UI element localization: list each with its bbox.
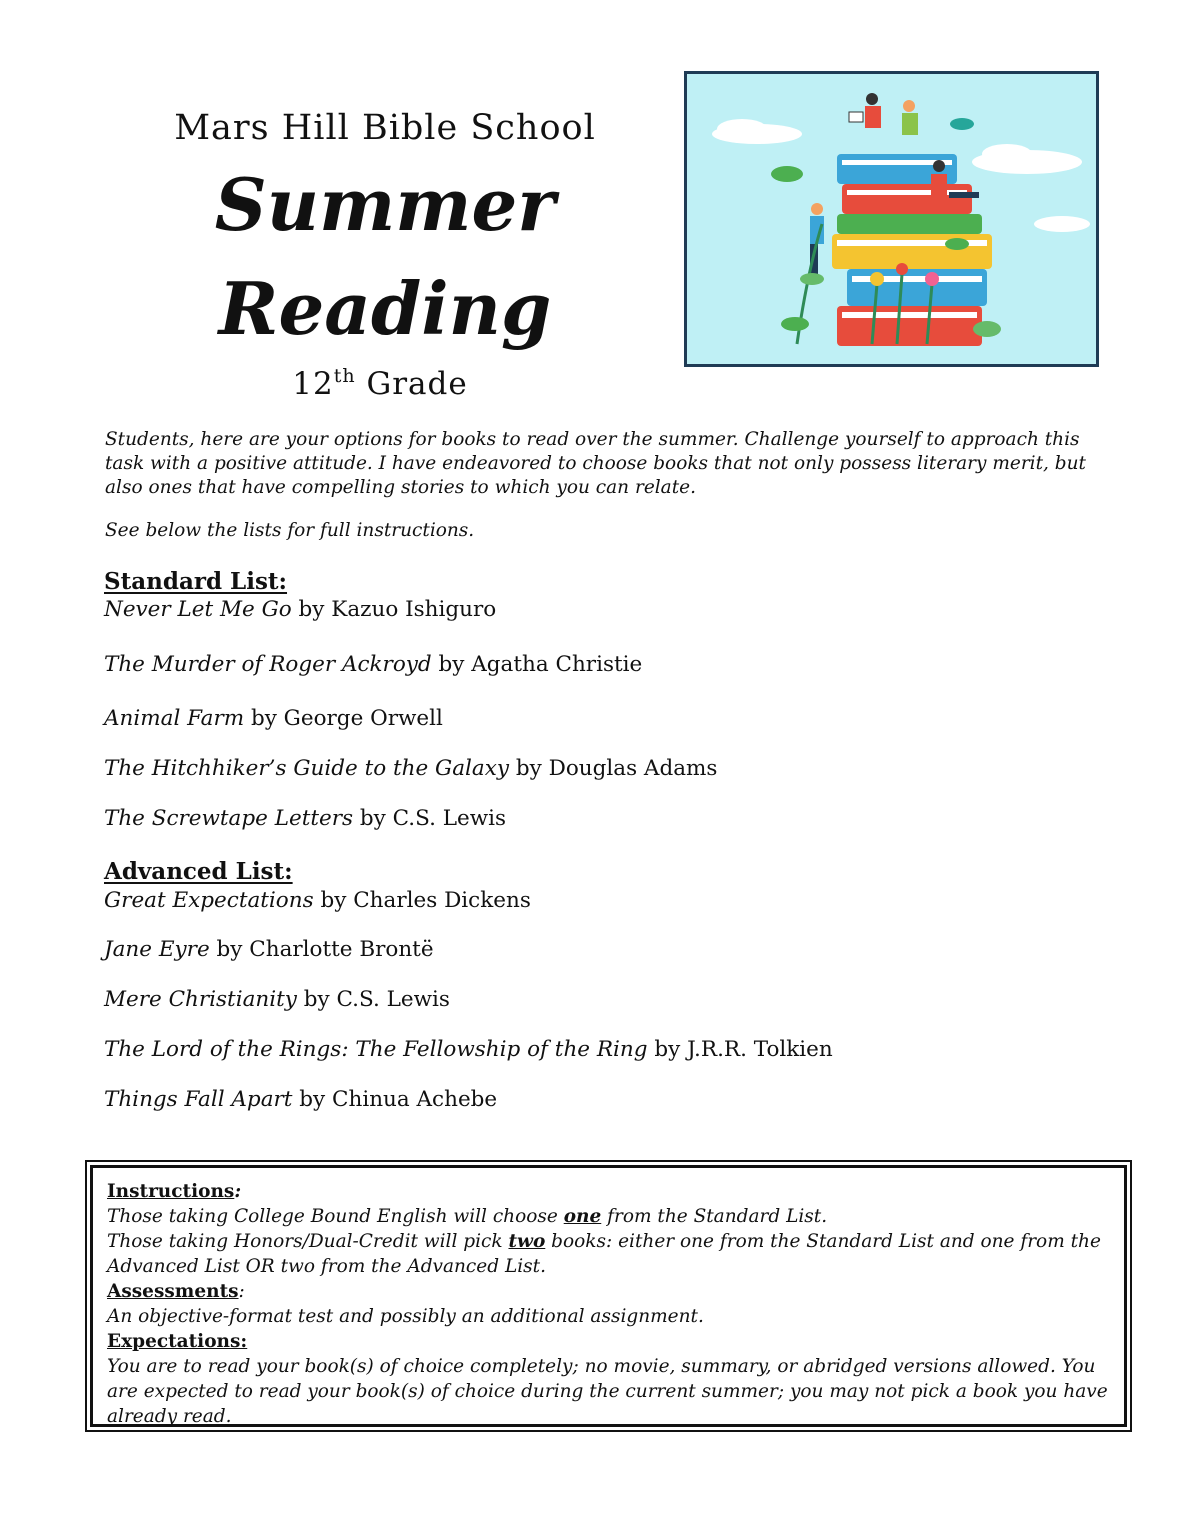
title-reading: Reading — [218, 266, 552, 351]
school-name: Mars Hill Bible School — [174, 108, 596, 148]
instructions-line-2: Those taking Honors/Dual-Credit will pick two books: either one from the Standard List and one from the Advanced List OR two from the Advanced List. — [107, 1231, 1101, 1277]
grade-word: Grade — [366, 366, 468, 402]
hero-illustration — [684, 71, 1099, 367]
grade-label — [150, 365, 610, 402]
title-summer: Summer — [214, 162, 556, 247]
standard-book: The Screwtape Letters by C.S. Lewis — [104, 806, 507, 831]
advanced-book: Great Expectations by Charles Dickens — [104, 888, 531, 913]
advanced-book: Things Fall Apart by Chinua Achebe — [104, 1087, 498, 1112]
advanced-list-heading: Advanced List: — [104, 858, 293, 885]
standard-book: Animal Farm by George Orwell — [104, 706, 443, 731]
grade-number: 12 — [292, 366, 334, 402]
standard-book: Never Let Me Go by Kazuo Ishiguro — [104, 597, 497, 622]
grade-suffix: th — [333, 365, 356, 387]
standard-book: The Murder of Roger Ackroyd by Agatha Christie — [104, 652, 643, 677]
books-illustration — [687, 74, 1096, 364]
advanced-book: Jane Eyre by Charlotte Brontë — [104, 937, 434, 962]
advanced-book: Mere Christianity by C.S. Lewis — [104, 987, 450, 1012]
advanced-book: The Lord of the Rings: The Fellowship of the Ring by J.R.R. Tolkien — [104, 1037, 833, 1062]
instructions-label: Instructions: — [107, 1181, 242, 1202]
assessments-label: Assessments: — [107, 1281, 245, 1302]
expectations-text: You are to read your book(s) of choice completely; no movie, summary, or abridged versions allowed. You are expected to read your book(s) of choice during the current summer; you may not pick a book you have already read. — [107, 1356, 1108, 1427]
standard-list-heading: Standard List: — [104, 568, 288, 595]
intro-note: See below the lists for full instructions. — [105, 520, 475, 541]
instructions-line-1: Those taking College Bound English will choose one from the Standard List. — [107, 1206, 828, 1227]
expectations-label: Expectations: — [107, 1331, 248, 1352]
intro-paragraph: Students, here are your options for books to read over the summer. Challenge yourself to approach this task with a positive attitude. I have endeavored to choose books that not only possess literary merit, but also ones that have compelling stories to which you can relate. — [105, 429, 1086, 498]
standard-book: The Hitchhiker’s Guide to the Galaxy by Douglas Adams — [104, 756, 718, 781]
instructions-box-inner — [90, 1165, 1127, 1427]
instructions-box — [85, 1160, 1132, 1432]
assessments-text: An objective-format test and possibly an additional assignment. — [107, 1306, 704, 1327]
